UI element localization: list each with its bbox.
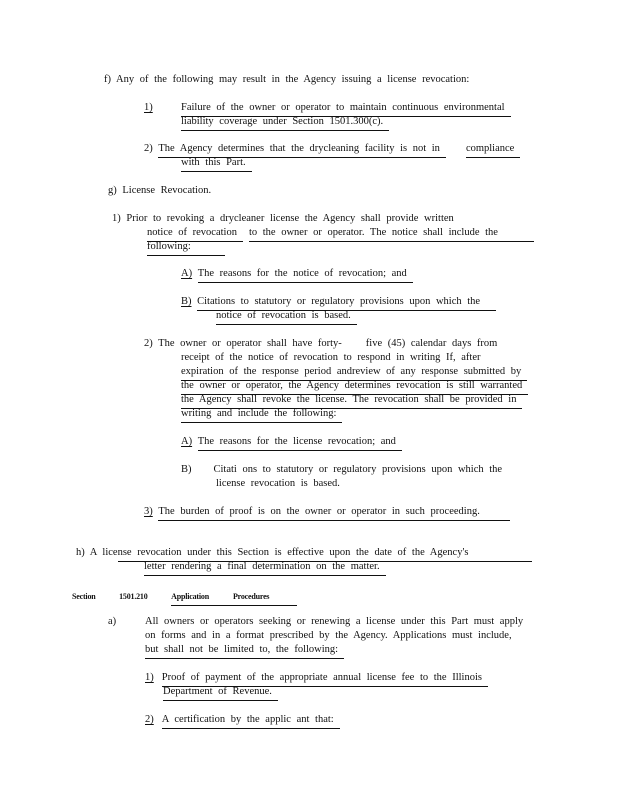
section-label: Section xyxy=(72,592,96,601)
item-g1a-line xyxy=(181,267,413,283)
item-h-line1-b: nse revocation under this Section is effective upon the date of the Agency's xyxy=(118,546,533,562)
item-g2-line4-text: the owner or operator, the Agency determines revocation is still warranted xyxy=(181,379,528,395)
item-a-line2: on forms and in a format prescribed by the Agency. Applications must include, xyxy=(145,630,512,641)
item-g1-line3 xyxy=(147,240,225,256)
item-g2b-label: B) xyxy=(181,464,192,475)
item-a-line3 xyxy=(145,643,344,659)
section-title-part2: Procedures xyxy=(233,590,297,606)
item-a-line3-text: but shall not be limited to, the following: xyxy=(145,643,344,659)
item-f2-line2-text: with this Part. xyxy=(181,156,252,172)
item-f2-line2 xyxy=(181,156,252,172)
item-a1-line2 xyxy=(163,685,278,701)
item-g1-line3-text: following: xyxy=(147,240,225,256)
item-a2-text: A certification by the applic ant that: xyxy=(162,713,340,729)
item-g2a-label: A) xyxy=(181,436,193,447)
item-g2-line1-b: five (45) calendar days from xyxy=(365,338,498,349)
item-g2-line6-text: writing and include the following: xyxy=(181,407,342,423)
item-f2-number: 2) xyxy=(144,143,153,154)
item-g3-text: The burden of proof is on the owner or operator in such proceeding. xyxy=(158,505,509,521)
item-f1-line2 xyxy=(181,115,389,131)
item-g2a-line xyxy=(181,435,402,451)
item-f1-number: 1) xyxy=(144,102,153,113)
item-g2b-line2: license revocation is based. xyxy=(216,478,340,489)
item-a-line1: All owners or operators seeking or renewing a license under this Part must apply xyxy=(145,616,524,627)
item-f2-line1-text: The Agency determines that the drycleaning facility is not in xyxy=(158,142,446,158)
item-g1a-text: The reasons for the notice of revocation; and xyxy=(198,267,413,283)
item-g1-line2-a: notice of revocation xyxy=(147,226,243,242)
item-f-line: f) Any of the following may result in the Agency issuing a license revocation: xyxy=(104,74,470,85)
item-g1b-line2-text: notice of revocation is based. xyxy=(216,309,357,325)
section-number: 1501.210 xyxy=(119,592,148,601)
item-g2-line2: receipt of the notice of revocation to respond in writing If, after xyxy=(181,352,481,363)
item-g3-number: 3) xyxy=(144,506,153,517)
item-h-line2 xyxy=(144,560,386,576)
item-g1-line1: 1) Prior to revoking a drycleaner license the Agency shall provide written xyxy=(112,213,454,224)
item-g2a-text: The reasons for the license revocation; and xyxy=(198,435,402,451)
item-f2-line1-tail: compliance xyxy=(466,142,520,158)
item-h-line1-a: h) A lice xyxy=(76,547,118,558)
item-g2-line5-text: the Agency shall revoke the license. The revocation shall be provided in xyxy=(181,393,522,409)
item-g2b-line1-text: Citati ons to statutory or regulatory provisions upon which the xyxy=(213,464,503,475)
item-g2-line1 xyxy=(144,337,497,352)
item-g2b-line1 xyxy=(181,463,502,478)
item-g1a-label: A) xyxy=(181,268,193,279)
item-a1-number: 1) xyxy=(145,672,154,683)
item-g2-line1-a: 2) The owner or operator shall have forty- xyxy=(144,338,342,349)
item-a1-line2-text: Department of Revenue. xyxy=(163,685,278,701)
item-f1-line2-text: liability coverage under Section 1501.300(c). xyxy=(181,115,389,131)
item-g1-line2-b: to the owner or operator. The notice shall include the xyxy=(249,226,534,242)
item-a-label: a) xyxy=(108,616,117,627)
item-a2-line xyxy=(145,713,340,729)
item-a1-line1-text: Proof of payment of the appropriate annual license fee to the Illinois xyxy=(162,671,488,687)
item-g2-line6 xyxy=(181,407,342,423)
section-heading xyxy=(72,590,297,606)
item-g1b-line1-text: Citations to statutory or regulatory provisions upon which the xyxy=(197,295,496,311)
item-g3-line xyxy=(144,505,510,521)
item-g1b-label: B) xyxy=(181,296,192,307)
item-f1-line1-text: Failure of the owner or operator to maintain continuous environmental xyxy=(181,101,511,117)
item-g2-line3-text: expiration of the response period andreview of any response submitted by xyxy=(181,365,527,381)
item-g1b-line2 xyxy=(216,309,357,325)
item-g-heading: g) License Revocation. xyxy=(108,185,212,196)
item-a2-number: 2) xyxy=(145,714,154,725)
section-title-part1: Application xyxy=(171,590,233,606)
item-h-line2-text: letter rendering a final determination on the matter. xyxy=(144,560,386,576)
